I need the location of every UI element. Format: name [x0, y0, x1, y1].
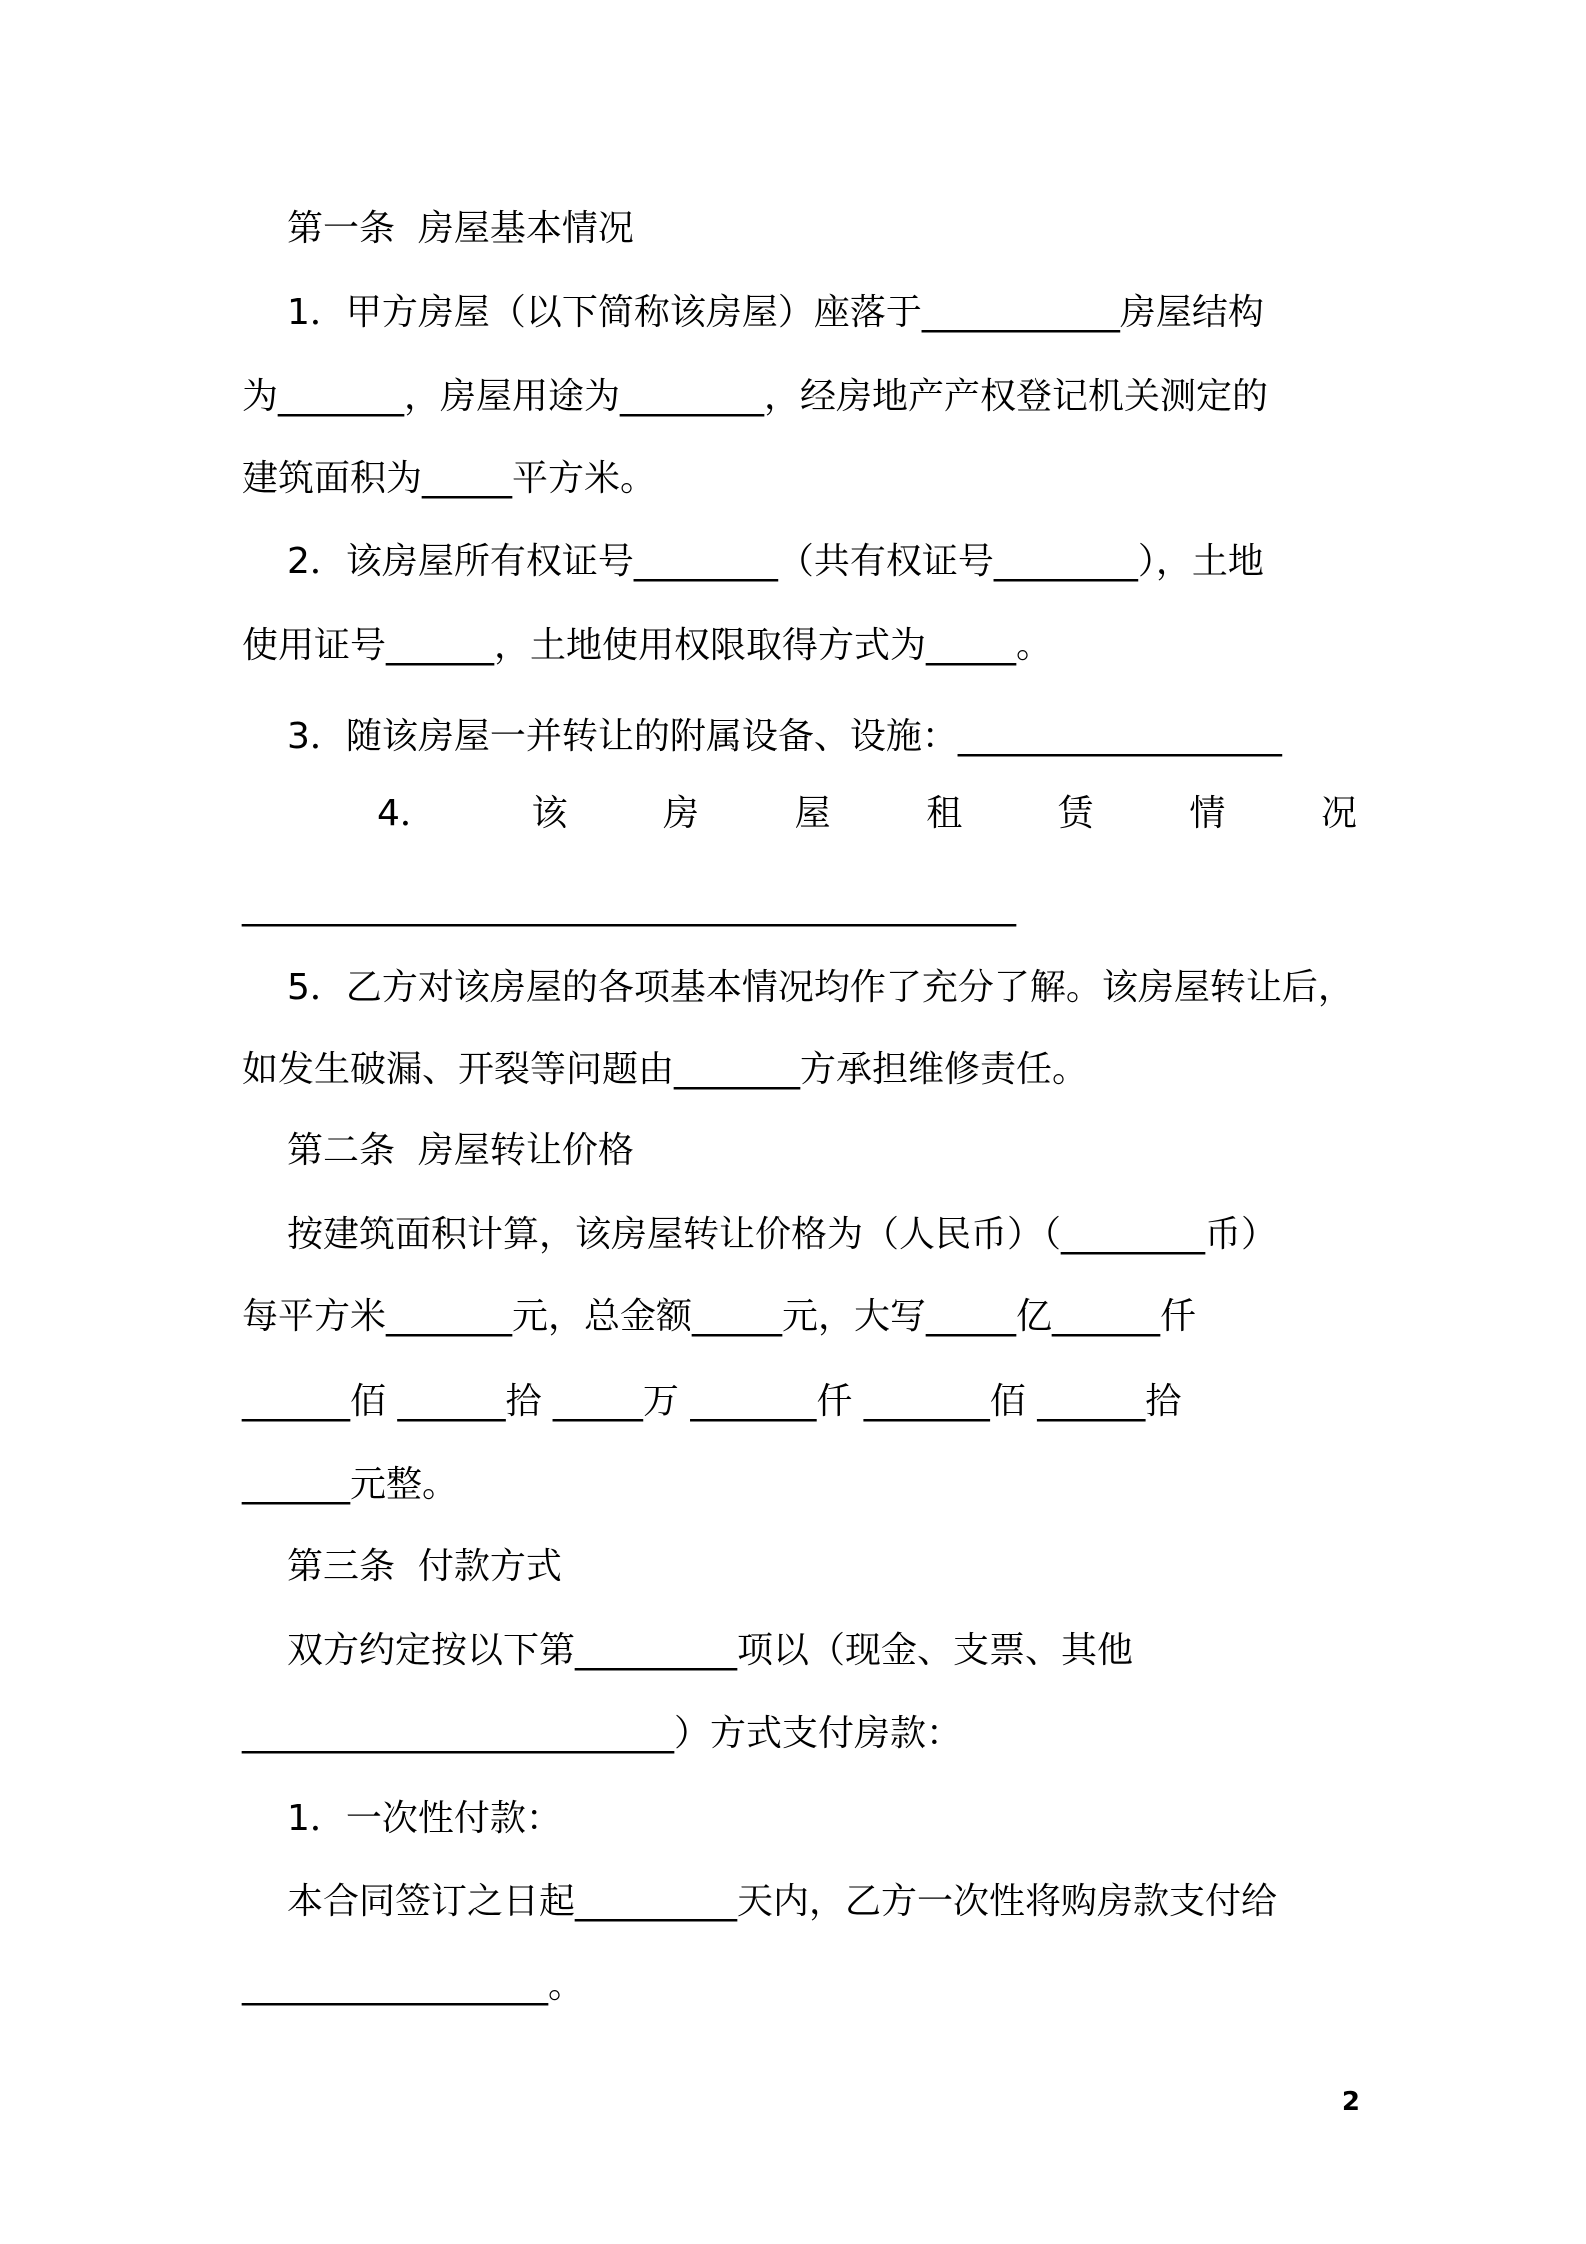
paragraph-line: 3．随该房屋一并转让的附属设备、设施：__________________	[287, 716, 1282, 757]
spread-char: 情	[1189, 793, 1226, 834]
spread-char: 4．	[377, 793, 436, 834]
article-1-heading: 第一条 房屋基本情况	[287, 208, 634, 249]
paragraph-line: 本合同签订之日起_________天内，乙方一次性将购房款支付给	[287, 1881, 1278, 1922]
paragraph-line: ________________________）方式支付房款：	[242, 1713, 963, 1754]
spread-char: 该	[531, 793, 568, 834]
paragraph-line: 双方约定按以下第_________项以（现金、支票、其他	[287, 1630, 1134, 1671]
paragraph-line: 5．乙方对该房屋的各项基本情况均作了充分了解。该房屋转让后，	[287, 967, 1354, 1008]
page-number: 2	[1341, 2087, 1360, 2117]
article-2-heading: 第二条 房屋转让价格	[287, 1130, 634, 1171]
paragraph-line: 每平方米_______元，总金额_____元，大写_____亿______仟	[242, 1296, 1197, 1337]
paragraph-line: 建筑面积为_____平方米。	[242, 458, 657, 499]
paragraph-line: 2．该房屋所有权证号________（共有权证号________），土地	[287, 541, 1264, 582]
paragraph-line: ______元整。	[242, 1464, 459, 1505]
spread-char: 房	[663, 793, 700, 834]
paragraph-line: 使用证号______，土地使用权限取得方式为_____。	[242, 625, 1053, 666]
paragraph-line: _________________。	[242, 1965, 584, 2006]
spread-char: 屋	[794, 793, 831, 834]
paragraph-line: 1．一次性付款：	[287, 1798, 562, 1839]
paragraph-line: 按建筑面积计算，该房屋转让价格为（人民币）（________币）	[287, 1214, 1278, 1255]
blank-fill-line: ___________________________________________	[242, 886, 1016, 927]
paragraph-line: ______佰 ______拾 _____万 _______仟 _______佰 ______拾	[242, 1381, 1182, 1422]
paragraph-line: 为_______，房屋用途为________，经房地产产权登记机关测定的	[242, 376, 1269, 417]
lease-status-line	[377, 790, 1357, 838]
paragraph-line: 如发生破漏、开裂等问题由_______方承担维修责任。	[242, 1049, 1089, 1090]
spread-char: 赁	[1057, 793, 1094, 834]
article-3-heading: 第三条 付款方式	[287, 1546, 562, 1587]
spread-char: 租	[926, 793, 963, 834]
paragraph-line: 1．甲方房屋（以下简称该房屋）座落于___________房屋结构	[287, 292, 1264, 333]
spread-char: 况	[1320, 793, 1357, 834]
